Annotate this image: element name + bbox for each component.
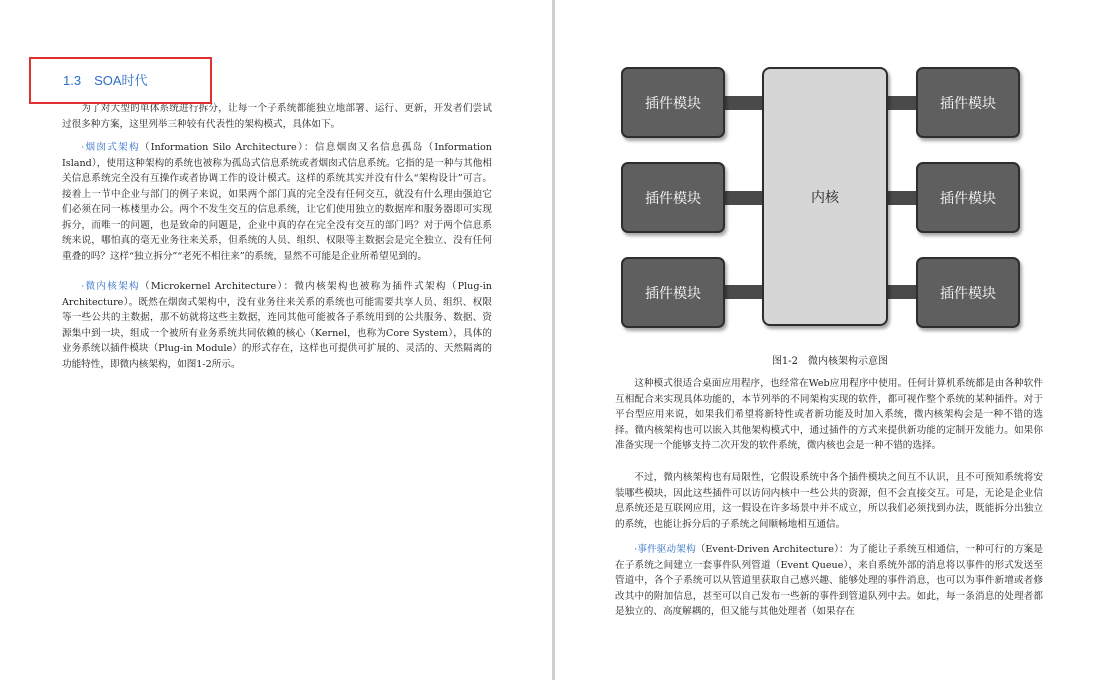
plugin-module-right-bottom: 插件模块 bbox=[916, 257, 1020, 328]
microkernel-term: ·微内核架构 bbox=[81, 281, 140, 292]
para-desktop-apps: 这种模式很适合桌面应用程序，也经常在Web应用程序中使用。任何计算机系统都是由各种软件互相配合来实现具体功能的，本节列举的不同架构实现的软件，都可视作整个系统的某种插件。对于平台型应用来说，如果我们希望将新特性或者新功能及时加入系统，微内核架构会是一种不错的选择。微内核架构也可以嵌入其他架构模式中，通过插件的方式来提供新功能的定制开发能力。如果你准备实现一个能够支持二次开发的软件系统，微内核也会是一种不错的选择。 bbox=[615, 378, 1043, 451]
silo-paragraph bbox=[62, 140, 492, 264]
silo-text: （Information Silo Architecture）：信息烟囱又名信息孤岛（Information Island），使用这种架构的系统也被称为孤岛式信息系统或者烟囱式信息系统。它指的是一种与其他相关信息系统完全没有互操作或者协调工作的设计模式。这样的系统其实并没有什么“架构设计”可言。接着上一节中企业与部门的例子来说，如果两个部门真的完全没有任何交互，就没有什么理由强迫它们必须在同一栋楼里办公。两个不发生交互的信息系统，让它们使用独立的数据库和服务器即可实现拆分，而唯一的问题，也是致命的问题是，企业中真的存在完全没有交互的部门吗？对于两个信息系统来说，哪怕真的毫无业务往来关系，但系统的人员、组织、权限等主数据会是完全独立、没有任何重叠的吗？这样“独立拆分”“老死不相往来”的系统，显然不可能是企业所希望见到的。 bbox=[62, 142, 492, 262]
red-highlight-box bbox=[29, 57, 212, 104]
left-page bbox=[0, 0, 552, 680]
plugin-module-left-middle: 插件模块 bbox=[621, 162, 725, 233]
event-paragraph bbox=[615, 542, 1043, 620]
silo-term: ·烟囱式架构 bbox=[81, 142, 140, 153]
connector-right-1 bbox=[886, 96, 918, 110]
microkernel-diagram bbox=[621, 64, 1031, 334]
intro-paragraph: 为了对大型的单体系统进行拆分，让每一个子系统都能独立地部署、运行、更新，开发者们尝试过很多种方案，这里列举三种较有代表性的架构模式，具体如下。 bbox=[62, 103, 492, 130]
plugin-module-right-middle: 插件模块 bbox=[916, 162, 1020, 233]
connector-left-3 bbox=[721, 285, 764, 299]
plugin-module-left-top: 插件模块 bbox=[621, 67, 725, 138]
plugin-module-left-bottom: 插件模块 bbox=[621, 257, 725, 328]
plugin-module-right-top: 插件模块 bbox=[916, 67, 1020, 138]
event-term: ·事件驱动架构 bbox=[634, 544, 696, 555]
connector-right-3 bbox=[886, 285, 918, 299]
figure-caption: 图1-2 微内核架构示意图 bbox=[771, 356, 889, 367]
para-limitations: 不过，微内核架构也有局限性，它假设系统中各个插件模块之间互不认识，且不可预知系统将安装哪些模块，因此这些插件可以访问内核中一些公共的资源，但不会直接交互。可是，无论是企业信息系统还是互联网应用，这一假设在许多场景中并不成立，所以我们必须找到办法，既能拆分出独立的系统，也能让拆分后的子系统之间顺畅地相互通信。 bbox=[615, 472, 1043, 530]
connector-left-2 bbox=[721, 191, 764, 205]
microkernel-paragraph bbox=[62, 279, 492, 372]
event-text: （Event-Driven Architecture）：为了能让子系统互相通信，一种可行的方案是在子系统之间建立一套事件队列管道（Event Queue），来自系统外部的消息将以事件的形式发送至管道中，各个子系统可以从管道里获取自己感兴趣、能够处理的事件消息，也可以为事件新增或者修改其中的附加信息，甚至可以自己发布一些新的事件到管道队列中去。如此，每一条消息的处理者都是独立的、高度解耦的，但又能与其他处理者（如果存在 bbox=[615, 544, 1043, 617]
connector-left-1 bbox=[721, 96, 764, 110]
connector-right-2 bbox=[886, 191, 918, 205]
kernel-block: 内核 bbox=[762, 67, 888, 326]
section-title: 1.3 SOA时代 bbox=[63, 73, 148, 88]
right-page bbox=[555, 0, 1105, 680]
microkernel-text: （Microkernel Architecture）：微内核架构也被称为插件式架构（Plug-in Architecture）。既然在烟囱式架构中，没有业务往来关系的系统也可能需要共享人员、组织、权限等一些公共的主数据，那不妨就将这些主数据，连同其他可能被各子系统用到的公共服务、数据、资源集中到一块，组成一个被所有业务系统共同依赖的核心（Kernel，也称为Core System），具体的业务系统以插件模块（Plug-in Module）的形式存在，这样也可提供可扩展的、灵活的、天然隔离的功能特性，即微内核架构，如图1-2所示。 bbox=[62, 281, 492, 370]
